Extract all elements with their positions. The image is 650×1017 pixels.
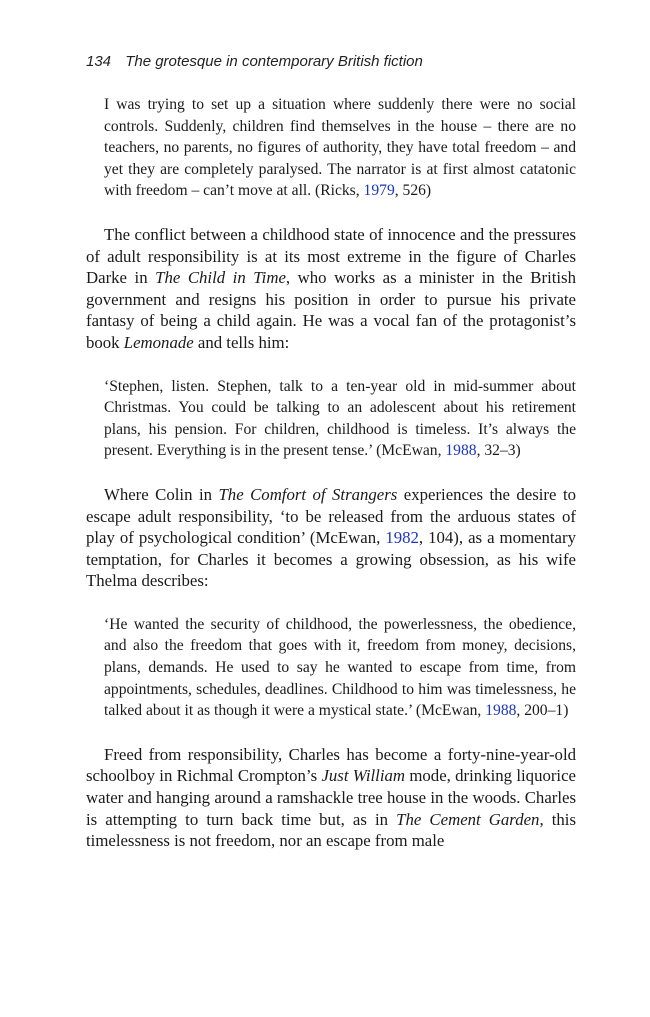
book-title-just-william: Just William xyxy=(321,766,406,786)
paragraph-colin xyxy=(86,484,576,592)
page-number: 134 xyxy=(86,53,112,70)
paragraph-text: and tells him: xyxy=(193,332,290,352)
citation-link-1979[interactable]: 1979 xyxy=(363,182,395,200)
citation-link-1982[interactable]: 1982 xyxy=(385,528,419,548)
citation-link-1988[interactable]: 1988 xyxy=(485,702,517,720)
paragraph-text: , who works as a minister in the British government and resigns his position in order to pursue his private fantasy of being a child again. He was a vocal fan of the protagonist’s book xyxy=(86,268,576,352)
block-quote-ricks xyxy=(104,94,576,202)
book-title-cement-garden: The Cement Garden xyxy=(396,809,540,829)
block-quote-thelma xyxy=(104,614,576,722)
paragraph-text: Freed from responsibility, Charles has become a forty-nine-year-old schoolboy in Richmal Crompton’s xyxy=(86,744,576,786)
citation-pages: , 32–3) xyxy=(476,442,521,460)
quote-text: ‘Stephen, listen. Stephen, talk to a ten-year old in mid-summer about Christmas. You could be talking to an adolescent about his retirement plans, his pension. For children, childhood is timeless. It’s always the present. Everything is in the present tense.’ (McEwan, xyxy=(104,377,576,460)
book-title-child-in-time: The Child in Time xyxy=(155,268,286,288)
paragraph-text: mode, drinking liquorice water and hanging around a ramshackle tree house in the woods. Charles is attempting to turn back time but, as in xyxy=(86,766,576,829)
book-title-comfort-of-strangers: The Comfort of Strangers xyxy=(218,484,398,504)
paragraph-text: , this timelessness is not freedom, nor an escape from male xyxy=(86,809,576,851)
paragraph-text: The conflict between a childhood state of innocence and the pressures of adult responsibility is at its most extreme in the figure of Charles Darke in xyxy=(86,224,576,288)
block-quote-stephen xyxy=(104,376,576,462)
paragraph-charles-darke xyxy=(86,224,576,354)
paragraph-text: Where Colin in xyxy=(104,484,219,504)
paragraph-freed xyxy=(86,744,576,852)
page-body xyxy=(86,94,576,874)
quote-text: ‘He wanted the security of childhood, the powerlessness, the obedience, and also the freedom that goes with it, freedom from money, decisions, plans, demands. He used to say he wanted to escape from time, from appointments, schedules, deadlines. Childhood to him was timelessness, he talked about it as though it were a mystical state.’ (McEwan, xyxy=(104,615,576,720)
book-title-lemonade: Lemonade xyxy=(123,332,194,352)
paragraph-text: , 104), as a momentary temptation, for Charles it becomes a growing obsession, as his wife Thelma describes: xyxy=(86,528,576,591)
quote-text: I was trying to set up a situation where suddenly there were no social controls. Suddenly, children find themselves in the house – there are no teachers, no parents, no figures of authority, they have total freedom – and yet they are completely paralysed. The narrator is at first almost catatonic with freedom – can’t move at all. (Ricks, xyxy=(104,96,576,200)
running-title: The grotesque in contemporary British fiction xyxy=(125,53,423,70)
running-header xyxy=(86,53,423,70)
paragraph-text: experiences the desire to escape adult responsibility, ‘to be released from the arduous states of play of psychological condition’ (McEwan, xyxy=(86,484,576,548)
citation-pages: , 526) xyxy=(394,182,432,200)
citation-pages: , 200–1) xyxy=(516,702,569,720)
citation-link-1988[interactable]: 1988 xyxy=(445,442,477,460)
